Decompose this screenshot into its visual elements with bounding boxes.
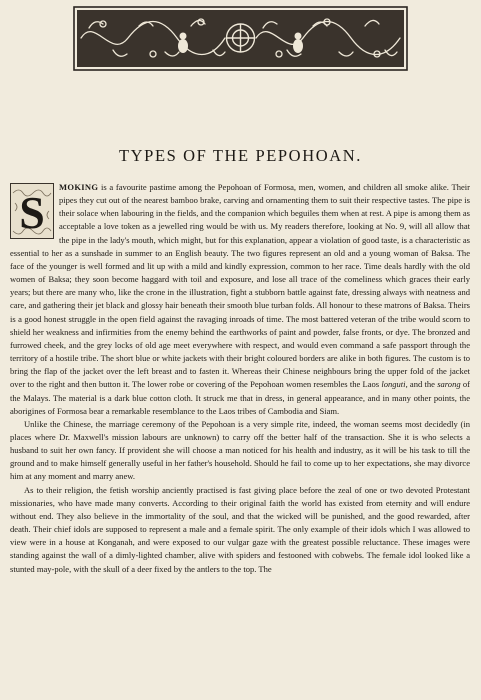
paragraph: [10, 418, 470, 484]
article-body: [10, 181, 470, 576]
text-run: is a favourite pastime among the Pepohoan of Formosa, men, women, and children all smoke alike. Their pipes they cut out of the nearest bamboo brake, carving and ornamenting them to suit their respective tastes. The pipe is their solace when labouring in the fields, and the companion which beguiles them when at rest. A pipe is among them as acceptable a love token as a jewelled ring would be with us. My readers therefore, looking at No. 9, will all allow that the pipe in the lady's mouth, which might, but for this explanation, appear a violation of good taste, is a characteristic as essential to her as a sunshade in summer to an English beauty. The two figures represent an old and a young woman of Baksa. The face of the younger is well formed and lit up with a mild and kindly expression, common to her race. Time deals hardly with the old women of Baksa; they soon become haggard with toil and exposure, and lose all trace of the comeliness which graces their early years; but there are many who, like the crone in the illustration, fight a stubborn battle against fate, dressing always with neatness and care, and gathering their jet black and glossy hair beneath their smooth blue turban folds. All honour to these matrons of Baksa. Theirs is a good honest struggle in the open field against the ravaging inroads of time. The most battered veteran of the tribe would scorn to shield her weakness and infirmities from the enemy behind the earthworks of paint and powder, false fronts, or dye. The bronzed and furrowed cheek, and the grey locks of old age meet everywhere with respect, and would even command a safe passport through the territory of a hostile tribe. The short blue or white jackets with their bright coloured borders are alike in both figures. The custom is to bring the flap of the jacket over the left breast and to fasten it. Whereas their Chinese neighbours bring the upper fold of the jacket over to the right and then button it. The lower robe or covering of the Pepohoan women resembles the Laos: [10, 182, 470, 390]
drop-cap-letter: S: [19, 187, 45, 238]
text-run: of the Malays. The material is a dark blue cotton cloth. It struck me that in dress, in general appearance, and in many other points, the aborigines of Formosa bear a remarkable resemblance to the Laos tribes of Cambodia and Siam.: [10, 379, 470, 416]
lead-word: MOKING: [59, 182, 99, 192]
page-title: TYPES OF THE PEPOHOAN.: [118, 146, 362, 165]
text-run: As to their religion, the fetish worship anciently practised is fast giving place before the zeal of one or two devoted Protestant missionaries, who have made many converts. According to their original faith the world has existed from eternity and will endure without end. They also believe in the immortality of the soul, and that the wicked will be punished, and the good rewarded, after death. Their chief idols are supposed to represent a male and a female spirit. The only example of their idols which I was allowed to view were in a house at Konganah, and were exposed to our vulgar gaze with the greatest possible reluctance. These images were standing against the wall of a dimly-lighted chamber, alive with spiders and festooned with cobwebs. The female idol looked like a stunted may-pole, with the skull of a deer fixed by the antlers to the top. The: [10, 484, 470, 574]
text-run: , and the: [405, 379, 438, 390]
paragraph: [10, 181, 470, 418]
italic-term: longuti: [381, 379, 406, 390]
decorative-headpiece-icon: [73, 6, 408, 71]
paragraph: [10, 484, 470, 576]
decorated-drop-cap: [10, 183, 54, 239]
italic-term: sarong: [437, 379, 461, 390]
text-run: Unlike the Chinese, the marriage ceremony of the Pepohoan is a very simple rite, indeed, the woman seems most decidedly (in places where Dr. Maxwell's mission labours are unknown) to carry off the better half of the transaction. She it is who selects a husband to suit her own fancy. If provident she will choose a man noticed for his health and industry, as it will be his task to till the ground and to make himself generally useful in her father's household. Should he fail to come up to her expectations, she may divorce him at any moment and marry anew.: [10, 418, 470, 482]
